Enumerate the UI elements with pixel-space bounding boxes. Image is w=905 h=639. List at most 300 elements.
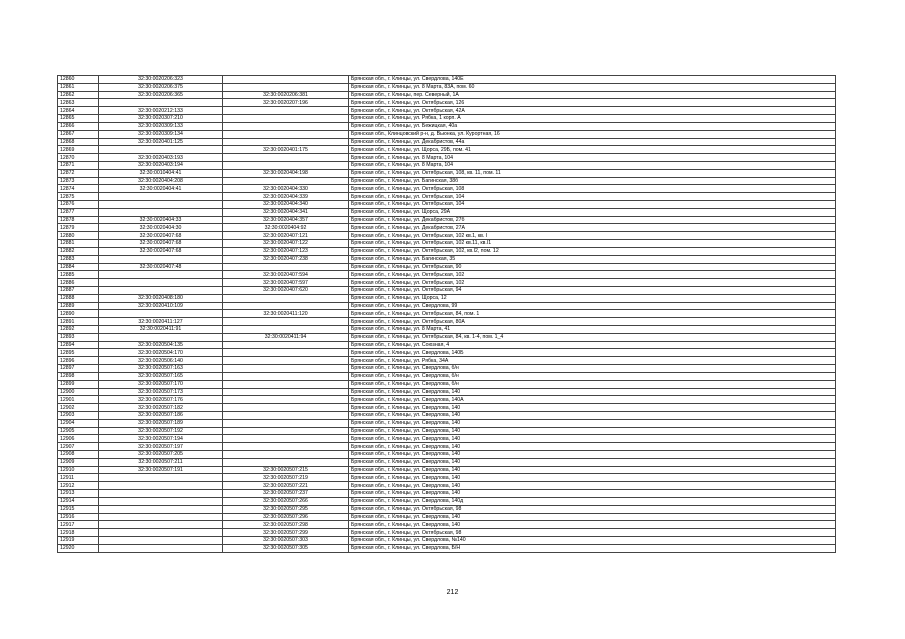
table-row: [58, 83, 836, 91]
address-cell: Брянская обл., г. Клинцы, ул. Свердлова, 140: [349, 482, 836, 490]
table-row: [58, 396, 836, 404]
address-cell: Брянская обл., г. Клинцы, ул. Октябрьская, 104: [349, 193, 836, 201]
address-cell: Брянская обл., г. Клинцы, ул. Свердлова, Б/Н: [349, 544, 836, 552]
row-number-cell: 12910: [58, 466, 99, 474]
row-number-cell: 12892: [58, 326, 99, 334]
address-cell: Брянская обл., г. Клинцы, ул. Свердлова, б/н: [349, 380, 836, 388]
address-cell: Брянская обл., г. Клинцы, ул. Союзная, 4: [349, 341, 836, 349]
cadastral-number-cell: 32:30:0020506:140: [99, 357, 223, 365]
table-row: [58, 451, 836, 459]
row-number-cell: 12862: [58, 91, 99, 99]
cadastral-number-2-cell: 32:30:0020507:298: [223, 521, 349, 529]
cadastral-number-2-cell: [223, 302, 349, 310]
address-cell: Брянская обл., г. Клинцы, ул. Свердлова, 140: [349, 490, 836, 498]
cadastral-number-cell: 32:30:0020507:205: [99, 451, 223, 459]
row-number-cell: 12874: [58, 185, 99, 193]
cadastral-number-2-cell: [223, 357, 349, 365]
cadastral-number-cell: 32:30:0020507:186: [99, 411, 223, 419]
page-number: 212: [446, 589, 459, 596]
address-cell: Брянская обл., г. Клинцы, ул. Свердлова, 140: [349, 404, 836, 412]
cadastral-number-cell: 32:30:0020307:210: [99, 115, 223, 123]
cadastral-number-2-cell: 32:30:0020404:339: [223, 193, 349, 201]
address-cell: Брянская обл., г. Клинцы, ул. Октябрьская, 102: [349, 279, 836, 287]
row-number-cell: 12918: [58, 529, 99, 537]
row-number-cell: 12867: [58, 130, 99, 138]
table-row: [58, 419, 836, 427]
cadastral-number-cell: [99, 521, 223, 529]
cadastral-number-2-cell: 32:30:0020507:305: [223, 544, 349, 552]
table-row: [58, 91, 836, 99]
table-row: [58, 115, 836, 123]
cadastral-number-2-cell: 32:30:0020207:196: [223, 99, 349, 107]
cadastral-number-cell: 32:30:0020212:133: [99, 107, 223, 115]
cadastral-number-2-cell: 32:30:0020404:330: [223, 185, 349, 193]
table-row: [58, 224, 836, 232]
address-cell: Брянская обл., г. Клинцы, ул. Октябрьская, 102 кв.1, кв. I: [349, 232, 836, 240]
cadastral-number-cell: 32:30:0020407:68: [99, 240, 223, 248]
table-row: [58, 271, 836, 279]
table-row: [58, 521, 836, 529]
cadastral-number-2-cell: [223, 83, 349, 91]
table-row: [58, 255, 836, 263]
registry-table-body: [58, 76, 836, 553]
row-number-cell: 12871: [58, 161, 99, 169]
table-row: [58, 138, 836, 146]
cadastral-number-cell: 32:30:0020507:191: [99, 466, 223, 474]
cadastral-number-2-cell: 32:30:0020507:215: [223, 466, 349, 474]
row-number-cell: 12889: [58, 302, 99, 310]
row-number-cell: 12919: [58, 536, 99, 544]
cadastral-number-2-cell: 32:30:0020507:296: [223, 513, 349, 521]
row-number-cell: 12886: [58, 279, 99, 287]
cadastral-number-cell: [99, 490, 223, 498]
table-row: [58, 466, 836, 474]
cadastral-number-cell: 32:30:0020407:68: [99, 232, 223, 240]
row-number-cell: 12888: [58, 294, 99, 302]
address-cell: Брянская обл., г. Клинцы, ул. Свердлова, 140: [349, 451, 836, 459]
address-cell: Брянская обл., г. Клинцы, ул. Свердлова, 140: [349, 474, 836, 482]
address-cell: Брянская обл., г. Клинцы, ул. Октябрьская, 84, пом. 1: [349, 310, 836, 318]
cadastral-number-cell: 32:30:0020404:33: [99, 216, 223, 224]
address-cell: Брянская обл., г. Клинцы, пер. Северный, 1А: [349, 91, 836, 99]
cadastral-number-2-cell: 32:30:0020507:299: [223, 529, 349, 537]
table-row: [58, 146, 836, 154]
cadastral-number-cell: 32:30:0020403:194: [99, 161, 223, 169]
row-number-cell: 12915: [58, 505, 99, 513]
cadastral-number-2-cell: 32:30:0020411:120: [223, 310, 349, 318]
cadastral-number-2-cell: 32:30:0020407:620: [223, 286, 349, 294]
address-cell: Брянская обл., г. Клинцы, ул. Свердлова, 140Б: [349, 349, 836, 357]
address-cell: Брянская обл., г. Клинцы, ул. Свердлова, 140: [349, 411, 836, 419]
cadastral-number-2-cell: 32:30:0020407:594: [223, 271, 349, 279]
cadastral-number-2-cell: [223, 404, 349, 412]
table-row: [58, 318, 836, 326]
cadastral-number-2-cell: 32:30:0020407:238: [223, 255, 349, 263]
table-row: [58, 216, 836, 224]
row-number-cell: 12885: [58, 271, 99, 279]
row-number-cell: 12890: [58, 310, 99, 318]
cadastral-number-cell: 32:30:0020206:375: [99, 83, 223, 91]
table-row: [58, 427, 836, 435]
table-row: [58, 404, 836, 412]
table-row: [58, 286, 836, 294]
cadastral-number-cell: 32:30:0020206:323: [99, 76, 223, 84]
row-number-cell: 12879: [58, 224, 99, 232]
cadastral-number-2-cell: 32:30:0020404:92: [223, 224, 349, 232]
row-number-cell: 12872: [58, 169, 99, 177]
table-row: [58, 443, 836, 451]
cadastral-number-cell: 32:30:0020507:173: [99, 388, 223, 396]
cadastral-number-2-cell: [223, 154, 349, 162]
address-cell: Брянская обл., г. Клинцы, ул. Октябрьская, 84, кв. 1-4, пом. 1_4: [349, 333, 836, 341]
address-cell: Брянская обл., г. Клинцы, ул. Рябка, 1 корп. А: [349, 115, 836, 123]
address-cell: Брянская обл., г. Клинцы, ул. Щорса, 29Б, пом. 41: [349, 146, 836, 154]
table-row: [58, 497, 836, 505]
address-cell: Брянская обл., г. Клинцы, ул. Свердлова, 140: [349, 419, 836, 427]
row-number-cell: 12912: [58, 482, 99, 490]
cadastral-number-2-cell: [223, 263, 349, 271]
table-row: [58, 279, 836, 287]
cadastral-number-cell: 32:30:0020507:211: [99, 458, 223, 466]
address-cell: Брянская обл., г. Клинцы, ул. Свердлова, 140: [349, 443, 836, 451]
cadastral-number-cell: 32:30:0020404:30: [99, 224, 223, 232]
cadastral-number-2-cell: [223, 458, 349, 466]
address-cell: Брянская обл., г. Клинцы, ул. Октябрьская, 108: [349, 185, 836, 193]
cadastral-number-cell: [99, 271, 223, 279]
cadastral-number-2-cell: 32:30:0020404:340: [223, 201, 349, 209]
cadastral-number-2-cell: [223, 451, 349, 459]
address-cell: Брянская обл., г. Клинцы, ул. Октябрьская, 80А: [349, 318, 836, 326]
cadastral-number-cell: [99, 279, 223, 287]
cadastral-number-cell: 32:30:0020507:194: [99, 435, 223, 443]
cadastral-number-2-cell: 32:30:0020507:237: [223, 490, 349, 498]
address-cell: Брянская обл., г. Клинцы, ул. Свердлова, 140: [349, 458, 836, 466]
cadastral-number-2-cell: [223, 419, 349, 427]
cadastral-number-cell: 32:30:0020407:68: [99, 247, 223, 255]
cadastral-number-2-cell: [223, 130, 349, 138]
cadastral-number-2-cell: [223, 115, 349, 123]
cadastral-number-cell: 32:30:0020407:48: [99, 263, 223, 271]
row-number-cell: 12893: [58, 333, 99, 341]
cadastral-number-cell: 32:30:0020309:134: [99, 130, 223, 138]
address-cell: Брянская обл., г. Клинцы, ул. Свердлова, 140: [349, 388, 836, 396]
cadastral-number-2-cell: 32:30:0020507:219: [223, 474, 349, 482]
cadastral-number-cell: 32:30:0020504:170: [99, 349, 223, 357]
cadastral-number-cell: [99, 474, 223, 482]
cadastral-number-2-cell: [223, 380, 349, 388]
row-number-cell: 12908: [58, 451, 99, 459]
cadastral-number-cell: 32:30:0020507:163: [99, 365, 223, 373]
cadastral-number-cell: 32:30:0020410:109: [99, 302, 223, 310]
table-row: [58, 505, 836, 513]
row-number-cell: 12913: [58, 490, 99, 498]
table-row: [58, 536, 836, 544]
table-row: [58, 247, 836, 255]
row-number-cell: 12898: [58, 372, 99, 380]
row-number-cell: 12869: [58, 146, 99, 154]
address-cell: Брянская обл., г. Клинцы, ул. Декабристов, 44а: [349, 138, 836, 146]
row-number-cell: 12865: [58, 115, 99, 123]
address-cell: Брянская обл., г. Клинцы, ул. Октябрьская, 102, кв.I2, пом. 12: [349, 247, 836, 255]
table-row: [58, 544, 836, 552]
cadastral-number-cell: 32:30:0020507:165: [99, 372, 223, 380]
cadastral-number-cell: 32:30:0020507:192: [99, 427, 223, 435]
row-number-cell: 12914: [58, 497, 99, 505]
cadastral-number-2-cell: 32:30:0020404:357: [223, 216, 349, 224]
table-row: [58, 154, 836, 162]
address-cell: Брянская обл., г. Клинцы, ул. Октябрьская, 94: [349, 286, 836, 294]
row-number-cell: 12896: [58, 357, 99, 365]
table-row: [58, 372, 836, 380]
address-cell: Брянская обл., г. Клинцы, ул. Октябрьская, 126: [349, 99, 836, 107]
address-cell: Брянская обл., г. Клинцы, ул. Октябрьская, 108, кв. 11, пом. 11: [349, 169, 836, 177]
cadastral-number-cell: 32:30:0020403:193: [99, 154, 223, 162]
cadastral-number-2-cell: [223, 372, 349, 380]
row-number-cell: 12901: [58, 396, 99, 404]
address-cell: Брянская обл., г. Клинцы, ул. Октябрьская, 104: [349, 201, 836, 209]
cadastral-number-cell: 32:30:0020507:182: [99, 404, 223, 412]
table-row: [58, 490, 836, 498]
table-row: [58, 482, 836, 490]
row-number-cell: 12875: [58, 193, 99, 201]
address-cell: Брянская обл., г. Клинцы, ул. Свердлова, б/н: [349, 365, 836, 373]
address-cell: Брянская обл., г. Клинцы, ул. Свердлова, 140Е: [349, 76, 836, 84]
address-cell: Брянская обл., г. Клинцы, ул. Октябрьская, 102: [349, 271, 836, 279]
cadastral-number-2-cell: [223, 427, 349, 435]
table-row: [58, 435, 836, 443]
table-row: [58, 458, 836, 466]
cadastral-number-cell: 32:30:0020504:135: [99, 341, 223, 349]
address-cell: Брянская обл., г. Клинцы, ул. Октябрьская, 98: [349, 529, 836, 537]
row-number-cell: 12911: [58, 474, 99, 482]
address-cell: Брянская обл., г. Клинцы, ул. Щорса, 12: [349, 294, 836, 302]
address-cell: Брянская обл., г. Клинцы, ул. Свердлова, 99: [349, 302, 836, 310]
row-number-cell: 12868: [58, 138, 99, 146]
address-cell: Брянская обл., г. Клинцы, ул. Бежицкая, 40а: [349, 122, 836, 130]
table-row: [58, 107, 836, 115]
row-number-cell: 12916: [58, 513, 99, 521]
cadastral-number-cell: [99, 286, 223, 294]
table-row: [58, 310, 836, 318]
address-cell: Брянская обл., г. Клинцы, ул. Щорса, 29А: [349, 208, 836, 216]
cadastral-number-cell: [99, 529, 223, 537]
cadastral-number-cell: 32:30:0020411:91: [99, 326, 223, 334]
table-row: [58, 333, 836, 341]
table-row: [58, 263, 836, 271]
row-number-cell: 12860: [58, 76, 99, 84]
table-row: [58, 349, 836, 357]
cadastral-number-2-cell: [223, 318, 349, 326]
cadastral-number-2-cell: [223, 443, 349, 451]
cadastral-number-cell: [99, 193, 223, 201]
address-cell: Брянская обл., г. Клинцы, ул. Багинская, 38б: [349, 177, 836, 185]
row-number-cell: 12861: [58, 83, 99, 91]
table-row: [58, 388, 836, 396]
cadastral-number-2-cell: [223, 435, 349, 443]
cadastral-number-2-cell: [223, 326, 349, 334]
cadastral-number-2-cell: [223, 411, 349, 419]
cadastral-number-2-cell: [223, 76, 349, 84]
address-cell: Брянская обл., г. Клинцы, ул. 8 Марта, 104: [349, 161, 836, 169]
cadastral-number-2-cell: [223, 138, 349, 146]
row-number-cell: 12870: [58, 154, 99, 162]
table-row: [58, 99, 836, 107]
row-number-cell: 12873: [58, 177, 99, 185]
cadastral-number-cell: [99, 99, 223, 107]
table-row: [58, 161, 836, 169]
table-row: [58, 232, 836, 240]
address-cell: Брянская обл., г. Клинцы, ул. Свердлова, 140А: [349, 396, 836, 404]
table-row: [58, 76, 836, 84]
table-row: [58, 302, 836, 310]
address-cell: Брянская обл., г. Клинцы, ул. Свердлова, 140: [349, 521, 836, 529]
cadastral-number-cell: 32:30:0020507:170: [99, 380, 223, 388]
row-number-cell: 12863: [58, 99, 99, 107]
row-number-cell: 12917: [58, 521, 99, 529]
cadastral-number-2-cell: 32:30:0020404:341: [223, 208, 349, 216]
cadastral-number-2-cell: 32:30:0020407:121: [223, 232, 349, 240]
address-cell: Брянская обл., г. Клинцы, ул. Октябрьская, 102 кв.11, кв.I1: [349, 240, 836, 248]
row-number-cell: 12902: [58, 404, 99, 412]
address-cell: Брянская обл., г. Клинцы, ул. Рябка, 34А: [349, 357, 836, 365]
cadastral-number-cell: [99, 146, 223, 154]
address-cell: Брянская обл., г. Клинцы, ул. 8 Марта, 41: [349, 326, 836, 334]
table-row: [58, 294, 836, 302]
cadastral-number-2-cell: [223, 349, 349, 357]
table-row: [58, 201, 836, 209]
cadastral-number-2-cell: 32:30:0020507:295: [223, 505, 349, 513]
cadastral-number-cell: [99, 255, 223, 263]
row-number-cell: 12907: [58, 443, 99, 451]
cadastral-number-2-cell: 32:30:0020404:198: [223, 169, 349, 177]
row-number-cell: 12895: [58, 349, 99, 357]
table-row: [58, 169, 836, 177]
cadastral-number-cell: 32:30:0020404:208: [99, 177, 223, 185]
cadastral-number-cell: [99, 482, 223, 490]
cadastral-number-2-cell: [223, 122, 349, 130]
row-number-cell: 12903: [58, 411, 99, 419]
table-row: [58, 122, 836, 130]
cadastral-number-cell: [99, 310, 223, 318]
address-cell: Брянская обл., г. Клинцы, ул. Свердлова, б/н: [349, 372, 836, 380]
row-number-cell: 12883: [58, 255, 99, 263]
cadastral-number-cell: [99, 544, 223, 552]
cadastral-number-cell: 32:30:0020206:365: [99, 91, 223, 99]
cadastral-number-cell: 32:30:0020309:133: [99, 122, 223, 130]
row-number-cell: 12897: [58, 365, 99, 373]
table-row: [58, 474, 836, 482]
row-number-cell: 12887: [58, 286, 99, 294]
cadastral-number-cell: [99, 208, 223, 216]
row-number-cell: 12880: [58, 232, 99, 240]
address-cell: Брянская обл., г. Клинцы, ул. Багинская, 35: [349, 255, 836, 263]
cadastral-number-cell: [99, 513, 223, 521]
cadastral-number-cell: 32:30:0020507:189: [99, 419, 223, 427]
cadastral-number-2-cell: [223, 341, 349, 349]
table-row: [58, 529, 836, 537]
cadastral-number-2-cell: 32:30:0020401:175: [223, 146, 349, 154]
cadastral-number-cell: 32:30:0020408:180: [99, 294, 223, 302]
address-cell: Брянская обл., г. Клинцы, ул. 8 Марта, 83А, пом. 60: [349, 83, 836, 91]
row-number-cell: 12866: [58, 122, 99, 130]
table-row: [58, 193, 836, 201]
cadastral-number-cell: 32:30:0020507:176: [99, 396, 223, 404]
cadastral-number-2-cell: 32:30:0020407:123: [223, 247, 349, 255]
table-row: [58, 357, 836, 365]
row-number-cell: 12906: [58, 435, 99, 443]
address-cell: Брянская обл., г. Клинцы, ул. Декабристов, 27б: [349, 216, 836, 224]
address-cell: Брянская обл., г. Клинцы, ул. Свердлова, №140: [349, 536, 836, 544]
cadastral-number-2-cell: [223, 161, 349, 169]
cadastral-number-2-cell: 32:30:0020407:122: [223, 240, 349, 248]
cadastral-number-cell: 32:30:0020404:41: [99, 185, 223, 193]
row-number-cell: 12909: [58, 458, 99, 466]
address-cell: Брянская обл., г. Клинцы, ул. Свердлова, 140: [349, 435, 836, 443]
address-cell: Брянская обл., г. Клинцы, ул. Декабристов, 27А: [349, 224, 836, 232]
cadastral-number-cell: [99, 505, 223, 513]
cadastral-number-cell: [99, 497, 223, 505]
registry-table: [57, 75, 836, 553]
table-row: [58, 185, 836, 193]
cadastral-number-2-cell: 32:30:0020507:303: [223, 536, 349, 544]
table-row: [58, 513, 836, 521]
cadastral-number-cell: 32:30:0020507:197: [99, 443, 223, 451]
row-number-cell: 12882: [58, 247, 99, 255]
cadastral-number-2-cell: [223, 396, 349, 404]
address-cell: Брянская обл., г. Клинцы, ул. Свердлова, 140: [349, 466, 836, 474]
address-cell: Брянская обл., г. Клинцы, ул. Свердлова, 140: [349, 513, 836, 521]
row-number-cell: 12878: [58, 216, 99, 224]
address-cell: Брянская обл., Клинцовский р-н, д. Вьюнка, ул. Курортная, 16: [349, 130, 836, 138]
address-cell: Брянская обл., г. Клинцы, ул. Октябрьская, 98: [349, 505, 836, 513]
row-number-cell: 12881: [58, 240, 99, 248]
table-row: [58, 240, 836, 248]
cadastral-number-cell: [99, 536, 223, 544]
row-number-cell: 12876: [58, 201, 99, 209]
address-cell: Брянская обл., г. Клинцы, ул. Октябрьская, 42А: [349, 107, 836, 115]
cadastral-number-2-cell: 32:30:0020206:381: [223, 91, 349, 99]
cadastral-number-2-cell: [223, 177, 349, 185]
address-cell: Брянская обл., г. Клинцы, ул. Свердлова, 140: [349, 427, 836, 435]
cadastral-number-cell: [99, 201, 223, 209]
cadastral-number-cell: 32:30:0020411:127: [99, 318, 223, 326]
row-number-cell: 12894: [58, 341, 99, 349]
row-number-cell: 12904: [58, 419, 99, 427]
table-row: [58, 380, 836, 388]
cadastral-number-2-cell: [223, 294, 349, 302]
cadastral-number-2-cell: 32:30:0020507:221: [223, 482, 349, 490]
row-number-cell: 12891: [58, 318, 99, 326]
table-row: [58, 208, 836, 216]
row-number-cell: 12920: [58, 544, 99, 552]
address-cell: Брянская обл., г. Клинцы, ул. Октябрьская, 90: [349, 263, 836, 271]
row-number-cell: 12905: [58, 427, 99, 435]
cadastral-number-2-cell: [223, 107, 349, 115]
cadastral-number-cell: [99, 333, 223, 341]
cadastral-number-2-cell: 32:30:0020507:266: [223, 497, 349, 505]
cadastral-number-2-cell: 32:30:0020407:597: [223, 279, 349, 287]
cadastral-number-cell: 32:30:0010404:41: [99, 169, 223, 177]
table-row: [58, 326, 836, 334]
cadastral-number-2-cell: [223, 388, 349, 396]
cadastral-number-2-cell: 32:30:0020411:94: [223, 333, 349, 341]
row-number-cell: 12899: [58, 380, 99, 388]
row-number-cell: 12864: [58, 107, 99, 115]
address-cell: Брянская обл., г. Клинцы, ул. 8 Марта, 104: [349, 154, 836, 162]
table-row: [58, 341, 836, 349]
cadastral-number-cell: 32:30:0020401:125: [99, 138, 223, 146]
table-row: [58, 411, 836, 419]
